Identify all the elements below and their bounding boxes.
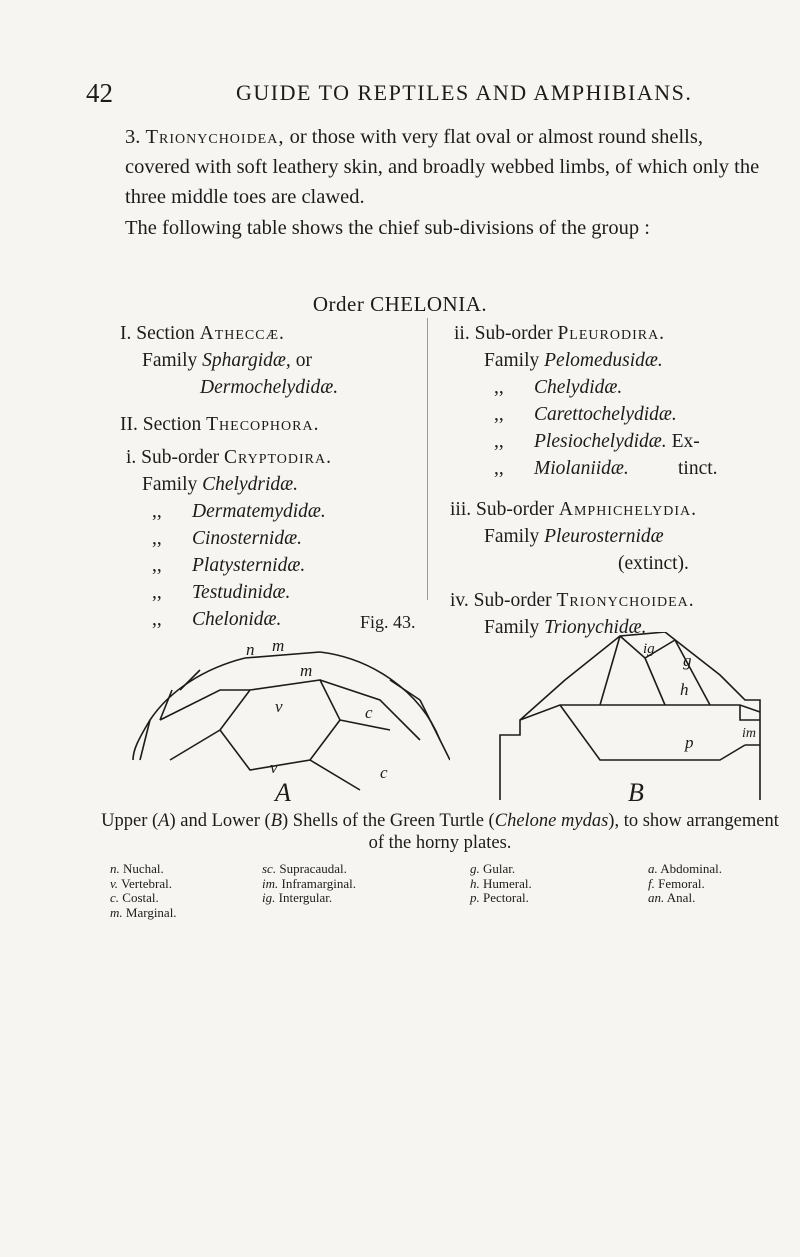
- running-title: GUIDE TO REPTILES AND AMPHIBIANS.: [236, 80, 693, 105]
- family-row: ,, Platysternidæ.: [152, 555, 306, 576]
- label-inframarginal: im: [742, 726, 756, 741]
- family-row: ,, Testudinidæ.: [152, 582, 291, 603]
- section-name: Thecophora.: [206, 414, 320, 435]
- label-gular: g: [683, 651, 692, 670]
- suborder-row: ii. Sub-order Pleurodira.: [454, 323, 666, 344]
- legend-column: [262, 862, 356, 906]
- paragraph-text: or those with very flat oval or almost round shells, covered with soft leathery skin, and broadly webbed limbs, of which only the three middle toes are clawed.: [125, 126, 760, 208]
- family-row: Family Trionychidæ.: [484, 617, 647, 638]
- figure-label-b: B: [628, 778, 644, 807]
- page-number: 42: [86, 78, 113, 108]
- extinct-note: Ex-: [671, 431, 700, 452]
- column-divider: [427, 318, 428, 600]
- legend-column: [110, 862, 177, 920]
- legend-entry: g. Gular.: [470, 861, 516, 876]
- label-vertebral: v: [275, 697, 283, 716]
- label-nuchal: n: [246, 640, 255, 659]
- species-name: Chelone mydas: [494, 811, 609, 831]
- section-row: II. Section Thecophora.: [120, 414, 320, 435]
- legend-entry: an. Anal.: [648, 890, 696, 905]
- family-row: Family Pelomedusidæ.: [484, 350, 663, 371]
- label-pectoral: p: [685, 733, 694, 752]
- family-row: ,, Cinosternidæ.: [152, 528, 302, 549]
- family-row: ,, Chelydidæ.: [494, 377, 623, 398]
- legend-column: [648, 862, 722, 906]
- carapace-outline: [133, 652, 450, 760]
- suborder-row: i. Sub-order Cryptodira.: [126, 447, 333, 468]
- plastron-outline: [500, 632, 760, 800]
- pectoral-plates: [560, 705, 745, 760]
- legend-entry: a. Abdominal.: [648, 861, 723, 876]
- label-intergular: ig: [643, 641, 655, 657]
- label-marginal: m: [300, 661, 313, 680]
- order-title: Order CHELONIA.: [312, 292, 488, 316]
- family-row: ,, Plesiochelydidæ. Ex-: [494, 431, 700, 452]
- family-row: ,, Chelonidæ.: [152, 609, 282, 630]
- label-marginal: m: [272, 636, 285, 655]
- legend-entry: n. Nuchal.: [110, 861, 164, 876]
- label-costal: c: [380, 763, 388, 782]
- lower-shell-diagram: [495, 632, 765, 800]
- gular-plates: [600, 636, 710, 705]
- legend-entry: c. Costal.: [110, 890, 159, 905]
- family-row: Family Pleurosternidæ: [484, 526, 664, 547]
- suborder-row: iv. Sub-order Trionychoidea.: [450, 590, 695, 611]
- section-row: I. Section Atheccæ.: [120, 323, 285, 344]
- item-number: 3.: [125, 126, 141, 148]
- legend-entry: im. Inframarginal.: [262, 875, 356, 891]
- vertebral-plates: [220, 680, 340, 770]
- group-term: Trionychoidea,: [145, 126, 285, 148]
- classification-right-column: [440, 320, 718, 641]
- label-vertebral: v: [270, 758, 278, 777]
- family-row: ,, Carettochelydidæ.: [494, 404, 677, 425]
- section-name: Atheccæ.: [199, 323, 285, 344]
- family-row: Family Chelydridæ.: [142, 474, 299, 495]
- family-row: ,, Miolaniidæ. tinct.: [494, 458, 718, 479]
- legend-entry: p. Pectoral.: [470, 890, 529, 905]
- upper-shell-diagram: [130, 630, 450, 800]
- family-row: Family Sphargidæ, or: [142, 350, 312, 371]
- suborder-row: iii. Sub-order Amphichelydia.: [450, 499, 697, 520]
- legend-entry: v. Vertebral.: [110, 875, 172, 891]
- legend-entry: sc. Supracaudal.: [262, 861, 347, 876]
- figure-label-a: A: [275, 778, 291, 807]
- legend-entry: f. Femoral.: [648, 875, 705, 891]
- figure-caption: Upper (A) and Lower (B) Shells of the Green Turtle (Chelone mydas), to show arrangement of the horny plates.: [101, 811, 779, 853]
- family-row: ,, Dermatemydidæ.: [152, 501, 326, 522]
- legend-column: [470, 862, 532, 906]
- paragraph-table-intro: The following table shows the chief sub-divisions of the group :: [125, 217, 650, 239]
- label-costal: c: [365, 703, 373, 722]
- family-row: Dermochelydidæ.: [200, 377, 339, 398]
- classification-left-column: [120, 320, 338, 633]
- figure-number: Fig. 43.: [360, 612, 416, 632]
- legend-entry: ig. Intergular.: [262, 890, 333, 905]
- label-humeral: h: [680, 680, 689, 699]
- extinct-note: (extinct).: [618, 553, 689, 574]
- running-header: [86, 78, 746, 114]
- legend-entry: h. Humeral.: [470, 875, 532, 891]
- paragraph-trionychoidea: [125, 122, 765, 212]
- legend-entry: m. Marginal.: [110, 904, 177, 920]
- humeral-pectoral-suture: [520, 705, 760, 720]
- extinct-note: tinct.: [678, 458, 718, 479]
